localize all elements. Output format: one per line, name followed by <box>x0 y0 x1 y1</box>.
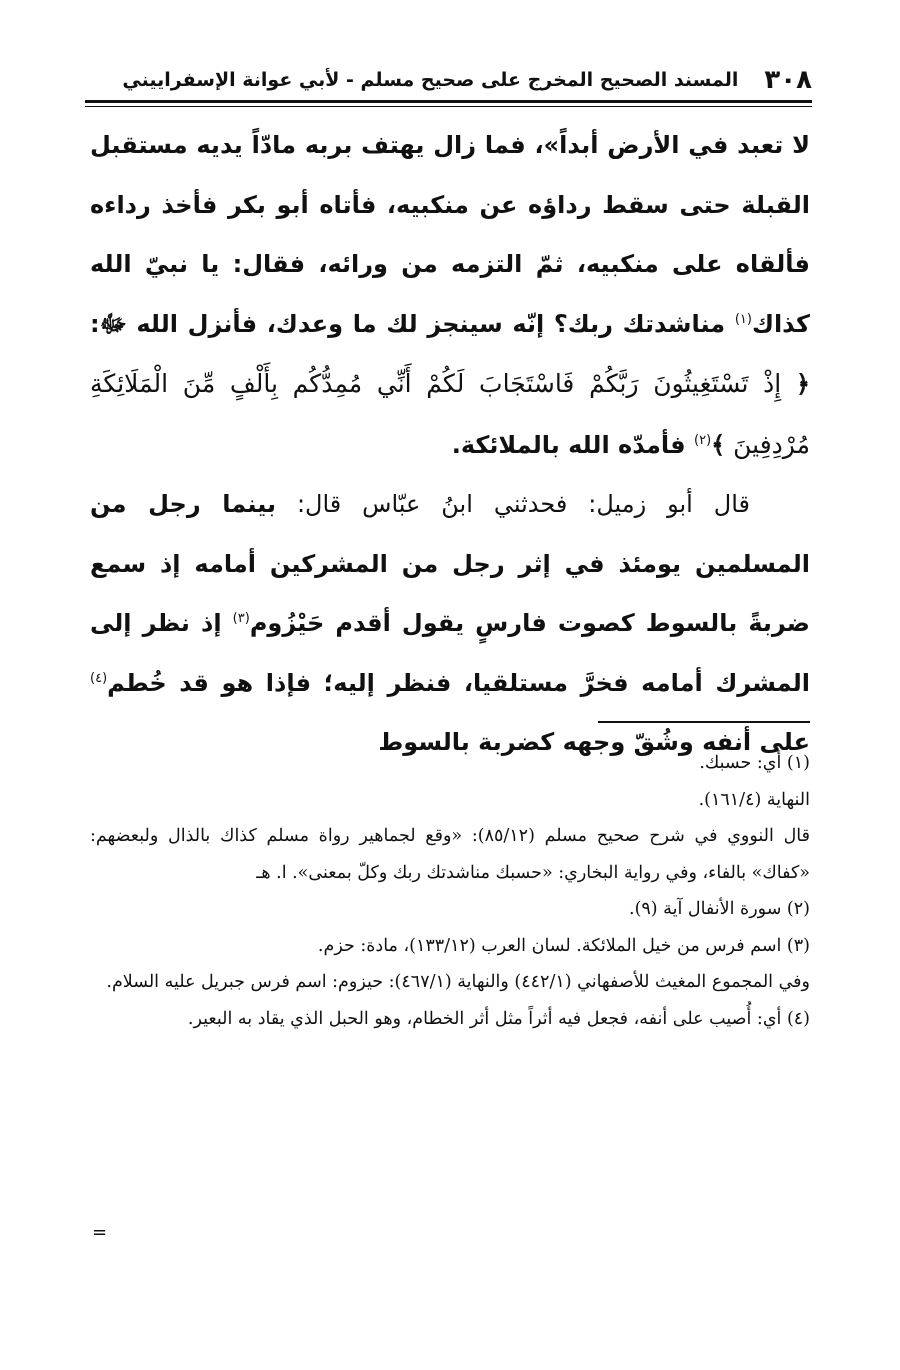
page-number: ٣٠٨ <box>764 65 812 95</box>
footnotes <box>90 745 810 1037</box>
footnote-1-source: النهاية (١٦١/٤). <box>698 789 810 810</box>
footnote-1: (١) أي: حسبك. <box>699 753 810 773</box>
quran-brace-open: ﴿ <box>795 369 810 398</box>
footnote-3: (٣) اسم فرس من خيل الملائكة. لسان العرب (١٣٣/١٢)، مادة: حزم. <box>317 935 810 956</box>
footnote-ref-3: (٣) <box>232 611 250 626</box>
p2-text-b: بينما رجل من المسلمين يومئذ في إثر رجل من المشركين أمامه إذ سمع ضربةً بالسوط كصوت فارسٍ يقول أقدم حَيْزُوم <box>90 490 811 637</box>
footnote-separator <box>598 721 810 723</box>
continuation-mark: = <box>92 1222 108 1243</box>
footnote-ref-2: (٢) <box>694 432 712 448</box>
running-title: المسند الصحيح المخرج على صحيح مسلم - لأبي عوانة الإسفراييني <box>122 69 739 91</box>
paragraph-1 <box>90 116 810 475</box>
p1-text-b: مناشدتك ربك؟ إنّه سينجز لك ما وعدك، فأنزل الله ﷻ: <box>90 309 735 338</box>
p1-text-c: فأمدّه الله بالملائكة. <box>451 430 694 459</box>
header-rule-thin <box>85 106 812 107</box>
paragraph-2 <box>90 475 810 773</box>
p1-text-a: لا تعبد في الأرض أبداً»، فما زال يهتف بربه مادّاً يديه مستقبل القبلة حتى سقط رداؤه عن منكبيه، فأتاه أبو بكر فأخذ رداءه فألقاه على منكبيه، ثمّ التزمه من ورائه، فقال: يا نبيّ الله كذاك <box>90 131 810 338</box>
quran-brace-close: ﴾ <box>711 429 726 459</box>
footnote-2: (٢) سورة الأنفال آية (٩). <box>629 899 810 919</box>
footnote-ref-4: (٤) <box>90 670 108 686</box>
header-rule-thick <box>85 100 812 103</box>
footnote-4: (٤) أي: أُصيب على أنفه، فجعل فيه أثراً مثل أثر الخطام، وهو الحبل الذي يقاد به البعير. <box>187 1008 810 1029</box>
p2-text-d: على أنفه وشُقّ وجهه كضربة بالسوط <box>378 728 810 756</box>
page-header <box>85 62 812 98</box>
main-text <box>90 116 810 773</box>
quran-verse: إِذْ تَسْتَغِيثُونَ رَبَّكُمْ فَاسْتَجَابَ لَكُمْ أَنِّي مُمِدُّكُم بِأَلْفٍ مِّنَ الْمَلَائِكَةِ مُرْدِفِينَ <box>90 369 810 459</box>
p2-text-c: إذ نظر إلى المشرك أمامه فخرَّ مستلقيا، فنظر إليه؛ فإذا هو قد خُطم <box>90 609 810 697</box>
footnote-ref-1: (١) <box>734 311 752 327</box>
footnote-3-more: وفي المجموع المغيث للأصفهاني (٤٤٢/١) والنهاية (٤٦٧/١): حيزوم: اسم فرس جبريل عليه السلام. <box>106 972 810 992</box>
p2-narrator: قال أبو زميل: فحدثني ابنُ عبّاس قال: <box>276 490 750 518</box>
footnote-1-nawawi: قال النووي في شرح صحيح مسلم (٨٥/١٢): «وقع لجماهير رواة مسلم كذاك بالذال ولبعضهم: «كفاك» بالفاء، وفي رواية البخاري: «حسبك مناشدتك ربك وكلّ بمعنى». ا. هـ <box>90 826 810 883</box>
